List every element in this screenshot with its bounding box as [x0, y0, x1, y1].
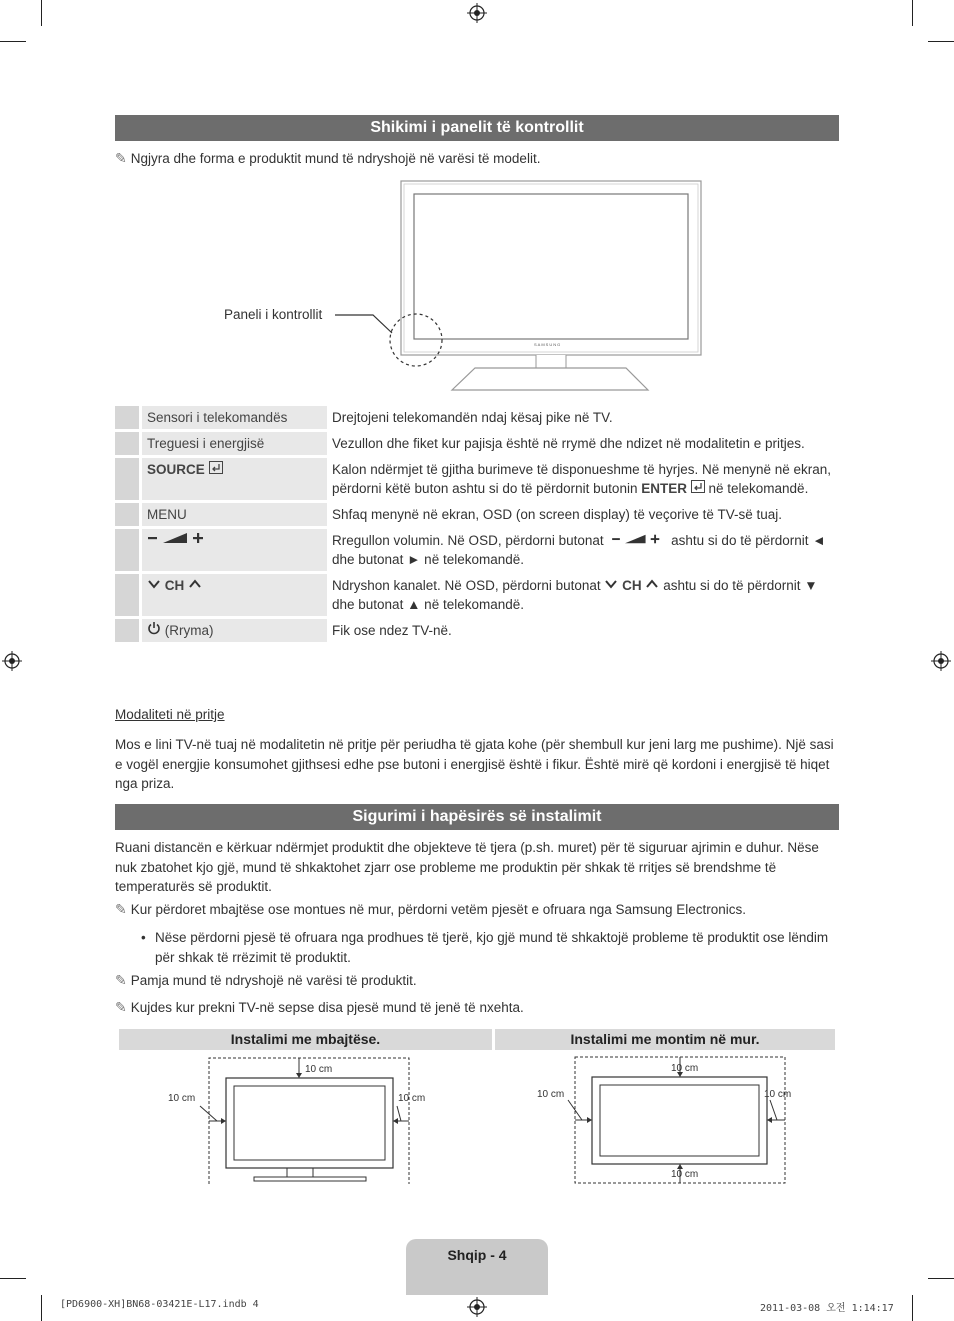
- table-row: [115, 502, 839, 528]
- power-icon: [147, 621, 161, 635]
- enter-icon: [691, 480, 705, 493]
- standby-heading: Modaliteti në pritje: [115, 707, 225, 722]
- tv-brand-logo: SAMSUNG: [534, 342, 562, 347]
- installation-intro: Ruani distancën e kërkuar ndërmjet produktit dhe objekteve të tjera (p.sh. muret) për të siguruar ajrimin e duhur. Nëse nuk zbatohet kjo gjë, mund të shkaktohet zjarr ose probleme me produktin për shkak të rritjes së brendshme të temperaturës së produktit.: [115, 840, 819, 894]
- registration-mark-icon: [2, 651, 22, 671]
- stand-installation-diagram: [160, 1056, 440, 1184]
- distance-label: 10 cm: [168, 1093, 196, 1104]
- distance-label: 10 cm: [305, 1064, 333, 1075]
- control-name: MENU: [147, 507, 187, 522]
- crop-mark: [912, 0, 913, 26]
- print-timestamp: 2011-03-08 오전 1:14:17: [760, 1303, 894, 1314]
- wall-installation-label: Instalimi me montim në mur.: [495, 1029, 835, 1050]
- crop-mark: [912, 1295, 913, 1321]
- pencil-note-icon: ✎: [115, 973, 127, 989]
- volume-icon: [147, 531, 207, 545]
- distance-label: 10 cm: [764, 1089, 792, 1100]
- note-hot-parts: ✎ Kujdes kur prekni TV-në sepse disa pjesë mund të jenë të nxehta.: [115, 1000, 524, 1016]
- tv-control-panel-illustration: [330, 178, 710, 396]
- chevron-down-icon: [604, 578, 618, 590]
- control-name: CH: [164, 578, 185, 593]
- bullet-third-party-parts: • Nëse përdorni pjesë të ofruara nga prodhues të tjerë, kjo gjë mund të shkaktojë probleme të produktit ose lëndim për shkak të rrëzimit të produktit.: [141, 930, 829, 965]
- crop-mark: [41, 0, 42, 26]
- table-row: [115, 431, 839, 457]
- table-row: [115, 406, 839, 431]
- table-row: [115, 573, 839, 618]
- distance-label: 10 cm: [671, 1063, 699, 1074]
- control-desc: Drejtojeni telekomandën ndaj kësaj pike në TV.: [327, 406, 839, 431]
- control-desc: Kalon ndërmjet të gjitha burimeve të disponueshme të hyrjes. Në menynë në ekran, përdorni këtë buton ashtu si do të përdornit butonin ENTER në telekomandë.: [327, 457, 839, 502]
- volume-icon: [607, 533, 667, 545]
- distance-label: 10 cm: [398, 1093, 426, 1104]
- registration-mark-icon: [467, 3, 487, 23]
- control-panel-callout: Paneli i kontrollit: [224, 307, 323, 322]
- crop-mark: [928, 41, 954, 42]
- section-title-installation-space: Sigurimi i hapësirës së instalimit: [115, 804, 839, 830]
- note-appearance: ✎ Pamja mund të ndryshojë në varësi të produktit.: [115, 973, 417, 989]
- print-file-info: [PD6900-XH]BN68-03421E-L17.indb 4: [60, 1299, 259, 1310]
- pencil-note-icon: ✎: [115, 902, 127, 918]
- crop-mark: [0, 1278, 26, 1279]
- crop-mark: [928, 1278, 954, 1279]
- chevron-up-icon: [645, 578, 659, 590]
- registration-mark-icon: [931, 651, 951, 671]
- distance-label: 10 cm: [537, 1089, 565, 1100]
- note-samsung-parts: ✎ Kur përdoret mbajtëse ose montues në mur, përdorni vetëm pjesët e ofruara nga Samsung Electronics.: [115, 902, 747, 918]
- wall-installation-diagram: [530, 1054, 810, 1188]
- note-product-color: [115, 151, 540, 167]
- stand-installation-label: Instalimi me mbajtëse.: [119, 1029, 492, 1050]
- chevron-up-icon: [188, 578, 202, 590]
- distance-label: 10 cm: [671, 1169, 699, 1180]
- page-number-tab: Shqip - 4: [406, 1239, 548, 1295]
- control-desc: Rregullon volumin. Në OSD, përdorni butonat ashtu si do të përdornit ◄ dhe butonat ► në telekomandë.: [327, 528, 839, 573]
- control-desc: Fik ose ndez TV-në.: [327, 618, 839, 644]
- pencil-note-icon: ✎: [115, 151, 127, 167]
- crop-mark: [41, 1295, 42, 1321]
- crop-mark: [0, 41, 26, 42]
- control-desc: Vezullon dhe fiket kur pajisja është në rrymë dhe ndizet në modalitetin e pritjes.: [327, 431, 839, 457]
- control-desc: Ndryshon kanalet. Në OSD, përdorni butonat CH ashtu si do të përdornit ▼ dhe butonat ▲ në telekomandë.: [327, 573, 839, 618]
- control-name: (Rryma): [164, 623, 214, 638]
- chevron-down-icon: [147, 578, 161, 590]
- source-enter-icon: [209, 461, 223, 474]
- control-name: Treguesi i energjisë: [147, 436, 265, 451]
- control-name: Sensori i telekomandës: [147, 410, 288, 425]
- registration-mark-icon: [467, 1297, 487, 1317]
- standby-text: Mos e lini TV-në tuaj në modalitetin në pritje për periudha të gjata kohe (për shembull kur jeni larg me pushime). Një sasi e vogël energjie konsumohet gjithsesi edhe pse butoni i energjisë është i fikur. Është mirë që kordoni i energjisë të hiqet nga priza.: [115, 737, 834, 791]
- note-text: Ngjyra dhe forma e produktit mund të ndryshojë në varësi të modelit.: [130, 151, 541, 166]
- table-row: [115, 457, 839, 502]
- controls-table: [115, 406, 839, 645]
- section-title-control-panel: Shikimi i panelit të kontrollit: [115, 115, 839, 141]
- control-name: SOURCE: [147, 462, 205, 477]
- table-row: [115, 528, 839, 573]
- table-row: [115, 618, 839, 644]
- control-desc: Shfaq menynë në ekran, OSD (on screen display) të veçorive të TV-së tuaj.: [327, 502, 839, 528]
- pencil-note-icon: ✎: [115, 1000, 127, 1016]
